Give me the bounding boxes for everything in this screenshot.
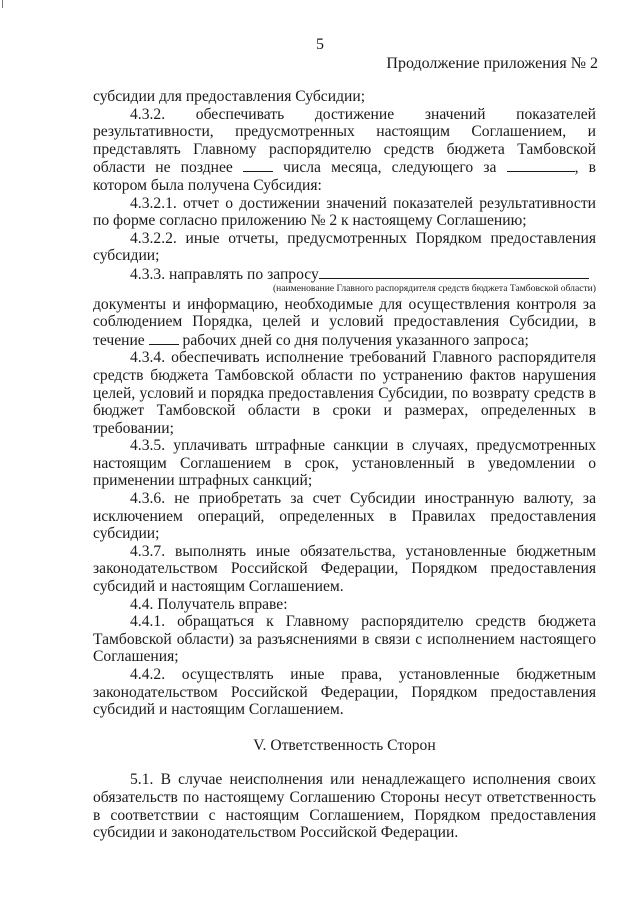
paragraph-4-4-2: 4.4.2. осуществлять иные права, установленные бюджетным законодательством Российской Федерации, Порядком предоставления субсидий и настоящим Соглашением.: [93, 666, 596, 719]
running-header: Продолжение приложения № 2: [386, 55, 598, 72]
paragraph: субсидии для предоставления Субсидии;: [93, 88, 366, 105]
paragraph-5-1: 5.1. В случае неисполнения или ненадлежащего исполнения своих обязательств по настоящему Соглашению Стороны несут ответственность в соответствии с настоящим Соглашением, Порядком предоставления субсидии и законодательством Российской Федерации.: [93, 771, 596, 842]
blank-field: [149, 331, 179, 345]
blank-field: [507, 158, 575, 172]
paragraph-4-3-2-2: 4.3.2.2. иные отчеты, предусмотренных Порядком предоставления субсидии;: [93, 229, 596, 265]
field-caption: (наименование Главного распорядителя средств бюджета Тамбовской области): [272, 282, 596, 294]
paragraph: [93, 296, 596, 350]
text-span: 4.3.2. обеспечивать достижение значений показателей результативности, предусмотренных настоящим Соглашением, и представлять Главному распорядителю средств бюджета Тамбовской области не позднее: [93, 105, 596, 177]
paragraph-4-4-1: 4.4.1. обращаться к Главному распорядителю средств бюджета Тамбовской области) за разъяснениями в связи с исполнением настоящего Соглашения;: [93, 613, 596, 666]
text-span: числа месяца, следующего за: [283, 159, 497, 177]
section-heading: V. Ответственность Сторон: [253, 736, 436, 754]
text-span: , в котором была получена Субсидия:: [93, 159, 596, 194]
paragraph-4-3-3: [93, 265, 596, 284]
paragraph-4-3-2-1: 4.3.2.1. отчет о достижении значений показателей результативности по форме согласно приложению № 2 к настоящему Соглашению;: [93, 194, 596, 230]
paragraph-4-4: 4.4. Получатель вправе:: [130, 595, 288, 613]
text-span: документы и информацию, необходимые для осуществления контроля за соблюдением Порядка, целей и условий предоставления Субсидии, в течение: [93, 295, 596, 349]
paragraph-4-3-7: 4.3.7. выполнять иные обязательства, установленные бюджетным законодательством Российской Федерации, Порядком предоставления субсидий и настоящим Соглашением.: [93, 542, 596, 596]
paragraph-4-3-5: 4.3.5. уплачивать штрафные санкции в случаях, предусмотренных настоящим Соглашением в срок, установленный в уведомлении о применении штрафных санкций;: [93, 437, 596, 490]
text-span: рабочих дней со дня получения указанного запроса;: [182, 331, 529, 349]
blank-field: [319, 265, 589, 279]
document-body: [93, 88, 596, 842]
paragraph-4-3-4: 4.3.4. обеспечивать исполнение требований Главного распорядителя средств бюджета Тамбовской области по устранению фактов нарушения целей, условий и порядка предоставления Субсидии, по возврату средств в бюджет Тамбовской области в сроки и размерах, определенных в требовании;: [93, 349, 596, 437]
text-span: 4.3.3. направлять по запросу: [130, 265, 319, 283]
paragraph-4-3-6: 4.3.6. не приобретать за счет Субсидии иностранную валюту, за исключением операций, определенных в Правилах предоставления субсидии;: [93, 490, 596, 543]
blank-field: [243, 158, 273, 172]
paragraph-4-3-2: [93, 106, 596, 195]
scan-artifact: [2, 0, 3, 8]
page-number: 5: [316, 36, 324, 53]
